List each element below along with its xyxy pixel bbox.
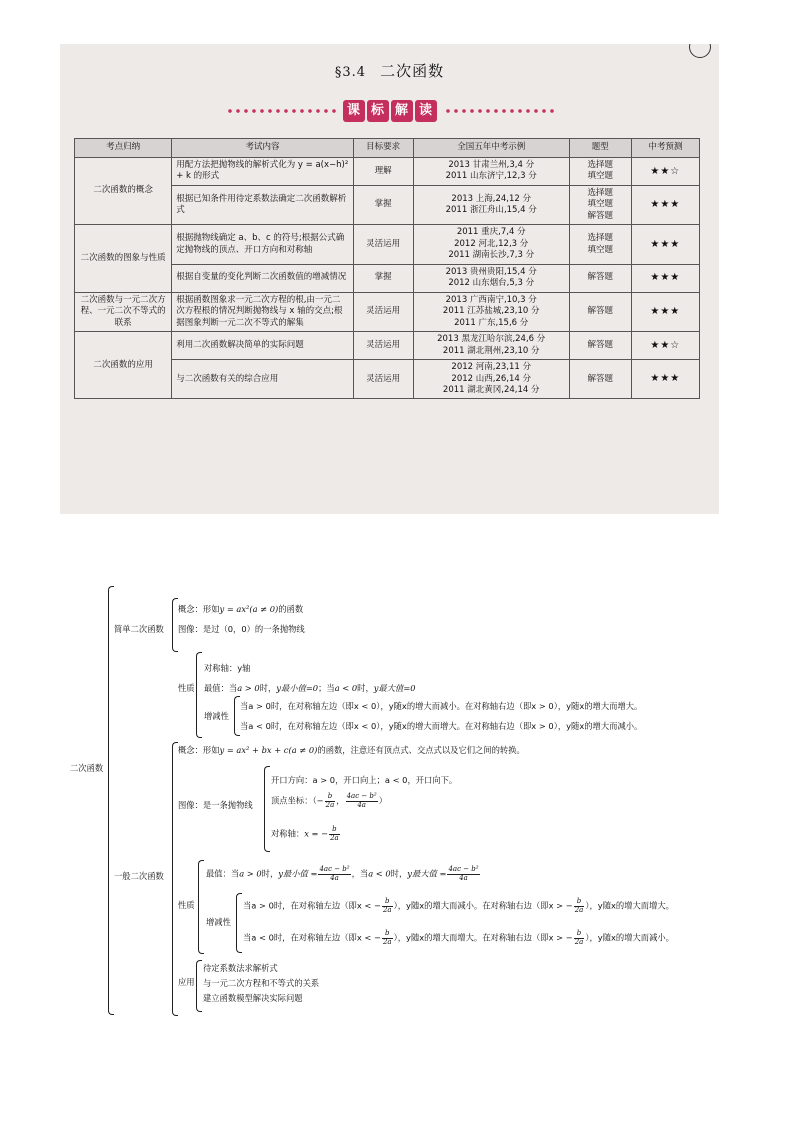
topic-cell: 二次函数的概念 (75, 158, 172, 225)
examples-cell (413, 360, 569, 399)
question-type-line: 解答题 (587, 306, 613, 317)
question-type-cell (569, 158, 631, 186)
general-property-label: 性质 (178, 900, 195, 910)
content-cell: 根据已知条件用待定系数法确定二次函数解析式 (172, 185, 353, 224)
prediction-stars: ★★★ (631, 292, 699, 331)
question-type-line: 解答题 (587, 373, 613, 384)
question-type-cell (569, 292, 631, 331)
subtitle-char: 读 (415, 100, 437, 122)
requirement-cell: 理解 (353, 158, 413, 186)
example-line: 2011 重庆,7,4 分 (456, 227, 526, 238)
examples-cell (413, 225, 569, 264)
question-type-line: 填空题 (587, 171, 613, 182)
table-header-cell: 中考预测 (631, 139, 699, 158)
general-property-brace (198, 860, 204, 954)
general-concept: 概念：形如y = ax² + bx + c(a ≠ 0)的函数，注意还有顶点式、交点式以及它们之间的转换。 (178, 745, 525, 755)
general-opening: 开口方向：a > 0，开口向上；a < 0，开口向下。 (271, 775, 458, 785)
example-line: 2011 浙江舟山,15,4 分 (445, 205, 537, 216)
simple-extreme: 最值：当a > 0时，y最小值=0；当a < 0时，y最大值=0 (204, 683, 416, 693)
table-header-cell: 全国五年中考示例 (413, 139, 569, 158)
application-brace (196, 960, 202, 1012)
general-monotonicity-2: 当a < 0时，在对称轴左边（即x < − $\frac{b}{2a}$ ），y随x的增大而增大。在对称轴右边（即x > − $\frac{b}{2a}$ ），y随x的增大而减小。 (243, 929, 674, 946)
content-cell: 根据自变量的变化判断二次函数值的增减情况 (172, 264, 353, 292)
section-title-text: 二次函数 (380, 62, 445, 80)
table-header-cell: 目标要求 (353, 139, 413, 158)
topic-cell: 二次函数与一元二次方程、一元二次不等式的联系 (75, 292, 172, 331)
content-cell: 利用二次函数解决简单的实际问题 (172, 332, 353, 360)
question-type-cell (569, 332, 631, 360)
prediction-stars: ★★★ (631, 225, 699, 264)
general-graph-label: 图像：是一条抛物线 (178, 800, 253, 810)
general-vertex: 顶点坐标：（− $\frac{b}{2a}$ ， $\frac{\text{4ac − b²}}{4a}$ ） (271, 792, 388, 809)
table-row (75, 292, 700, 331)
question-type-line: 解答题 (587, 339, 613, 350)
topic-cell: 二次函数的图象与性质 (75, 225, 172, 292)
question-type-line: 选择题 (587, 233, 613, 244)
prediction-stars: ★★★ (631, 360, 699, 399)
example-line: 2011 湖南长沙,7,3 分 (448, 250, 535, 261)
question-type-cell (569, 264, 631, 292)
example-line: 2012 山西,26,14 分 (451, 373, 531, 384)
examples-cell (413, 292, 569, 331)
prediction-stars: ★★☆ (631, 332, 699, 360)
question-type-line: 填空题 (587, 244, 613, 255)
subtitle-banner (60, 98, 719, 124)
requirement-cell: 灵活运用 (353, 332, 413, 360)
section-number: §3.4 (334, 65, 367, 80)
table-header-cell: 考点归纳 (75, 139, 172, 158)
general-monotonicity-brace (236, 893, 242, 953)
table-row (75, 225, 700, 264)
content-cell: 与二次函数有关的综合应用 (172, 360, 353, 399)
example-line: 2011 山东济宁,12,3 分 (445, 171, 537, 182)
example-line: 2012 河北,12,3 分 (454, 238, 529, 249)
example-line: 2011 江苏盐城,23,10 分 (442, 306, 540, 317)
content-cell: 根据函数图象求一元二次方程的根,由一元二次方程根的情况判断抛物线与 x 轴的交点;根据图象判断一元二次不等式的解集 (172, 292, 353, 331)
general-extreme: 最值：当a > 0时，y最小值 = $\frac{\text{4ac − b²}}{4a}$ ，当a < 0时，y最大值 = $\frac{\text{4ac − b²}}{4a}$ (206, 865, 479, 882)
table-row (75, 158, 700, 186)
example-line: 2013 黑龙江哈尔滨,24,6 分 (437, 334, 546, 345)
simple-property-brace (196, 652, 202, 738)
example-line: 2013 贵州贵阳,15,4 分 (445, 266, 537, 277)
general-graph-brace (264, 766, 270, 852)
quadratic-function-outline (0, 580, 794, 1020)
table-row (75, 332, 700, 360)
subtitle-char: 解 (391, 100, 413, 122)
examples-cell (413, 332, 569, 360)
application-item-3: 建立函数模型解决实际问题 (203, 993, 303, 1003)
subtitle-char: 标 (367, 100, 389, 122)
question-type-line: 填空题 (587, 199, 613, 210)
prediction-stars: ★★★ (631, 264, 699, 292)
simple-quadratic-label: 简单二次函数 (114, 624, 164, 634)
example-line: 2011 广东,15,6 分 (454, 317, 529, 328)
simple-axis: 对称轴：y轴 (204, 663, 251, 673)
prediction-stars: ★★☆ (631, 158, 699, 186)
outline-root: 二次函数 (70, 763, 104, 773)
prediction-stars: ★★★ (631, 185, 699, 224)
section-title (60, 60, 719, 81)
simple-graph: 图像：是过（0，0）的一条抛物线 (178, 624, 305, 634)
table-header-cell: 考试内容 (172, 139, 353, 158)
question-type-line: 解答题 (587, 210, 613, 221)
general-quadratic-label: 一般二次函数 (114, 871, 164, 881)
example-line: 2013 上海,24,12 分 (451, 193, 531, 204)
application-item-2: 与一元二次方程和不等式的关系 (203, 978, 320, 988)
dots-right (444, 108, 554, 114)
topic-cell: 二次函数的应用 (75, 332, 172, 399)
example-line: 2011 湖北荆州,23,10 分 (442, 345, 540, 356)
simple-concept: 概念：形如y = ax²(a ≠ 0)的函数 (178, 604, 304, 614)
simple-property-label: 性质 (178, 683, 195, 693)
simple-monotonicity-2: 当a < 0时，在对称轴左边（即x < 0），y随x的增大而增大。在对称轴右边（即x > 0），y随x的增大而减小。 (240, 721, 643, 731)
subtitle-char: 课 (343, 100, 365, 122)
examples-cell (413, 185, 569, 224)
requirement-cell: 灵活运用 (353, 225, 413, 264)
content-cell: 用配方法把抛物线的解析式化为 y = a(x−h)² + k 的形式 (172, 158, 353, 186)
question-type-cell (569, 185, 631, 224)
example-line: 2012 山东烟台,5,3 分 (448, 278, 535, 289)
examples-cell (413, 264, 569, 292)
general-monotonicity-1: 当a > 0时，在对称轴左边（即x < − $\frac{b}{2a}$ ），y随x的增大而减小。在对称轴右边（即x > − $\frac{b}{2a}$ ），y随x的增大而增大。 (243, 897, 674, 914)
table-header-cell: 题型 (569, 139, 631, 158)
example-line: 2013 广西南宁,10,3 分 (445, 294, 537, 305)
requirement-cell: 掌握 (353, 264, 413, 292)
requirement-cell: 灵活运用 (353, 292, 413, 331)
requirement-cell: 掌握 (353, 185, 413, 224)
simple-monotonicity-1: 当a > 0时，在对称轴左边（即x < 0），y随x的增大而减小。在对称轴右边（即x > 0），y随x的增大而增大。 (240, 701, 643, 711)
content-cell: 根据抛物线确定 a、b、c 的符号;根据公式确定抛物线的顶点、开口方向和对称轴 (172, 225, 353, 264)
question-type-line: 选择题 (587, 160, 613, 170)
question-type-cell (569, 225, 631, 264)
curriculum-table (74, 138, 700, 399)
question-type-cell (569, 360, 631, 399)
example-line: 2011 湖北黄冈,24,14 分 (442, 384, 540, 395)
examples-cell (413, 158, 569, 186)
application-label: 应用 (178, 977, 195, 987)
question-type-line: 选择题 (587, 187, 613, 198)
general-axis: 对称轴：x = − $\frac{b}{2a}$ (271, 825, 339, 842)
example-line: 2012 河南,23,11 分 (451, 362, 531, 373)
scanned-textbook-page (60, 44, 719, 514)
simple-monotonicity-label: 增减性 (204, 711, 229, 721)
root-brace (108, 586, 114, 1015)
application-item-1: 待定系数法求解析式 (203, 963, 278, 973)
general-brace (172, 742, 178, 1016)
page-number-circle (689, 44, 711, 58)
requirement-cell: 灵活运用 (353, 360, 413, 399)
dots-left (226, 108, 336, 114)
general-monotonicity-label: 增减性 (206, 917, 231, 927)
subtitle-chars (342, 100, 438, 122)
example-line: 2013 甘肃兰州,3,4 分 (448, 160, 535, 170)
table-header-row (75, 139, 700, 158)
question-type-line: 解答题 (587, 272, 613, 283)
